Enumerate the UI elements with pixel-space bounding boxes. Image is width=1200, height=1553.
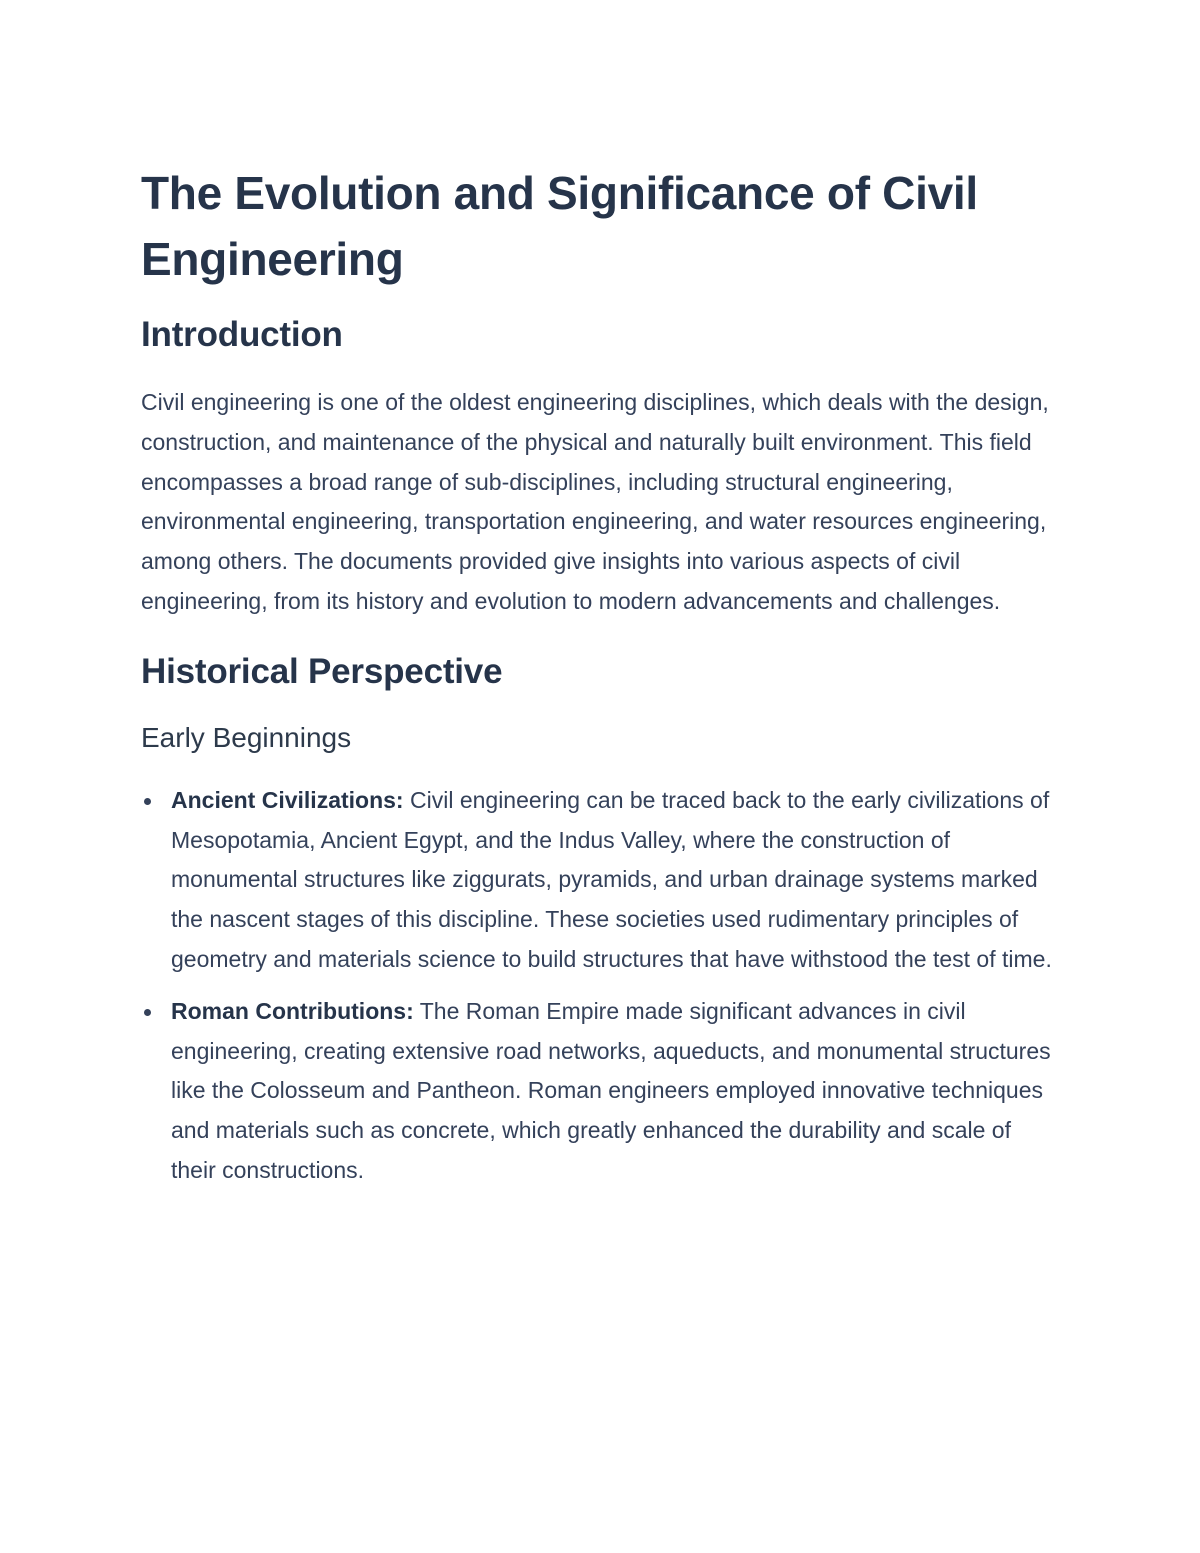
bullet-term: Ancient Civilizations: xyxy=(171,786,404,813)
document-title: The Evolution and Significance of Civil Engineering xyxy=(141,167,978,285)
introduction-paragraph: Civil engineering is one of the oldest engineering disciplines, which deals with the design, construction, and maintenance of the physical and naturally built environment. This field encompasses a broad range of sub-disciplines, including structural engineering, environmental engineering, transportation engineering, and water resources engineering, among others. The documents provided give insights into various aspects of civil engineering, from its history and evolution to modern advancements and challenges. xyxy=(141,389,1049,614)
bullet-icon xyxy=(144,798,151,805)
list-item-roman-contributions xyxy=(141,992,1061,1191)
bullet-text: The Roman Empire made significant advances in civil engineering, creating extensive road networks, aqueducts, and monumental structures like the Colosseum and Pantheon. Roman engineers employed innovative techniques and materials such as concrete, which greatly enhanced the durability and scale of their constructions. xyxy=(171,997,1051,1183)
early-beginnings-subheading: Early Beginnings xyxy=(141,721,352,753)
bullet-text: Civil engineering can be traced back to the early civilizations of Mesopotamia, Ancient Egypt, and the Indus Valley, where the construction of monumental structures like ziggurats, pyramids, and urban drainage systems marked the nascent stages of this discipline. These societies used rudimentary principles of geometry and materials science to build structures that have withstood the test of time. xyxy=(171,786,1052,972)
historical-perspective-heading: Historical Perspective xyxy=(141,651,503,691)
list-item-ancient-civilizations xyxy=(141,781,1061,980)
introduction-heading: Introduction xyxy=(141,315,343,354)
document-page xyxy=(141,160,1061,1191)
bullet-term: Roman Contributions: xyxy=(171,997,414,1024)
bullet-icon xyxy=(144,1009,151,1016)
bullet-list xyxy=(141,781,1061,1191)
